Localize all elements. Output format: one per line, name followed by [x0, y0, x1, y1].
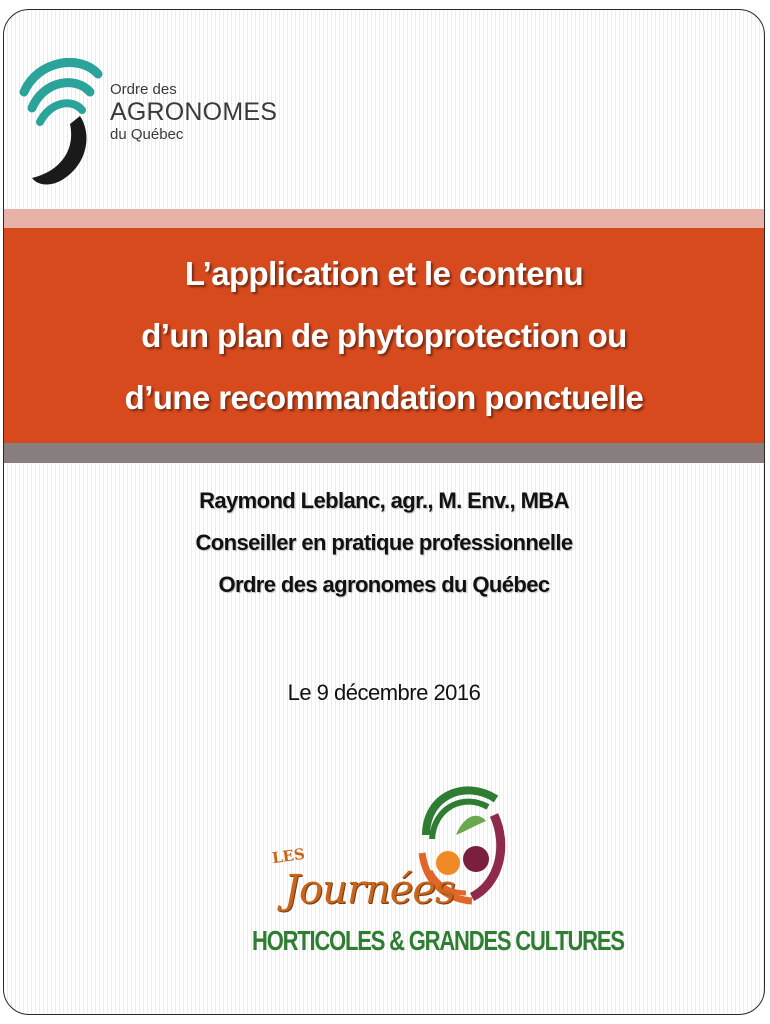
author-organization: Ordre des agronomes du Québec — [218, 572, 550, 597]
oaq-logo — [18, 52, 278, 192]
event-logo-tagline: HORTICOLES & GRANDES CULTURES — [252, 925, 624, 957]
title-line-3: d’une recommandation ponctuelle — [124, 378, 644, 416]
journees-horticoles-logo — [240, 775, 624, 965]
logo-line-3: du Québec — [110, 126, 184, 143]
oaq-logo-text — [110, 82, 277, 142]
top-accent-band — [4, 209, 764, 228]
event-logo-les: LES — [270, 844, 306, 868]
slide — [3, 9, 765, 1015]
oaq-logo-mark-icon — [18, 52, 104, 188]
title-line-1: L’application et le contenu — [184, 254, 584, 292]
author-block — [4, 480, 764, 606]
presentation-date: Le 9 décembre 2016 — [287, 680, 481, 705]
title-line-2: d’un plan de phytoprotection ou — [141, 316, 627, 354]
slide-title — [125, 243, 644, 429]
title-band — [4, 228, 764, 443]
logo-line-1: Ordre des — [110, 81, 177, 98]
logo-line-2: AGRONOMES — [110, 98, 278, 126]
event-logo-journees: Journées — [284, 867, 455, 913]
author-role: Conseiller en pratique professionnelle — [195, 530, 573, 555]
bottom-accent-band — [4, 443, 764, 463]
author-name: Raymond Leblanc, agr., M. Env., MBA — [199, 488, 569, 513]
